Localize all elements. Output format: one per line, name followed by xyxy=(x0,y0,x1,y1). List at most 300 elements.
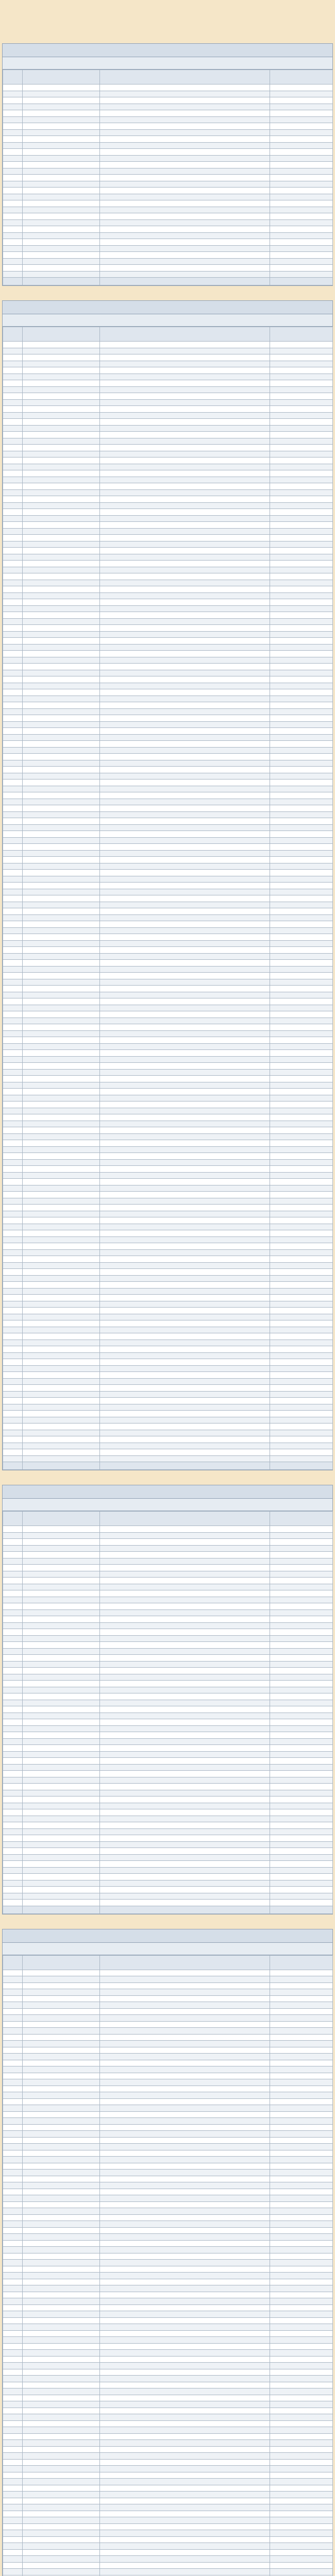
cell-name xyxy=(23,1861,100,1868)
cell-name xyxy=(23,1133,100,1140)
table-row xyxy=(3,1295,333,1301)
cell-no xyxy=(3,1745,23,1752)
cell-ring xyxy=(100,361,270,367)
cell-name xyxy=(23,1797,100,1803)
cell-ring xyxy=(100,1539,270,1546)
cell-ring xyxy=(100,908,270,915)
cell-no xyxy=(3,207,23,213)
table-row xyxy=(3,1301,333,1308)
cell-ring xyxy=(100,586,270,593)
table-row xyxy=(3,1874,333,1880)
table-row xyxy=(3,561,333,567)
cell-count xyxy=(270,2111,333,2118)
cell-no xyxy=(3,1095,23,1101)
table-row xyxy=(3,496,333,503)
cell-no xyxy=(3,2015,23,2022)
cell-count xyxy=(270,1874,333,1880)
cell-name xyxy=(23,1989,100,1996)
header-count xyxy=(270,1512,333,1526)
cell-name xyxy=(23,168,100,175)
cell-count xyxy=(270,2453,333,2460)
cell-count xyxy=(270,1822,333,1829)
cell-name xyxy=(23,1230,100,1237)
cell-no xyxy=(3,1880,23,1887)
cell-count xyxy=(270,2414,333,2421)
cell-count xyxy=(270,1404,333,1411)
cell-name xyxy=(23,1790,100,1797)
cell-name xyxy=(23,1140,100,1147)
table-row xyxy=(3,567,333,573)
table-row xyxy=(3,1565,333,1571)
cell-no xyxy=(3,561,23,567)
cell-no xyxy=(3,245,23,252)
cell-name xyxy=(23,1340,100,1346)
cell-no xyxy=(3,1295,23,1301)
cell-no xyxy=(3,914,23,921)
table-row xyxy=(3,2408,333,2414)
cell-no xyxy=(3,870,23,876)
cell-name xyxy=(23,1398,100,1404)
cell-count xyxy=(270,1308,333,1314)
table-row xyxy=(3,2124,333,2131)
cell-name xyxy=(23,2388,100,2395)
table-row xyxy=(3,445,333,451)
cell-ring xyxy=(100,1880,270,1887)
cell-ring xyxy=(100,1095,270,1101)
table-row xyxy=(3,2536,333,2543)
cell-no xyxy=(3,367,23,374)
cell-count xyxy=(270,342,333,348)
table-row xyxy=(3,265,333,272)
table-row xyxy=(3,592,333,599)
cell-count xyxy=(270,1539,333,1546)
cell-count xyxy=(270,2208,333,2215)
cell-ring xyxy=(100,342,270,348)
table-row xyxy=(3,876,333,883)
cell-no xyxy=(3,927,23,934)
cell-name xyxy=(23,1893,100,1900)
table-row xyxy=(3,168,333,175)
cell-count xyxy=(270,1455,333,1462)
cell-no xyxy=(3,252,23,259)
cell-no xyxy=(3,1693,23,1700)
cell-count xyxy=(270,2098,333,2105)
cell-ring xyxy=(100,1236,270,1243)
cell-name xyxy=(23,1301,100,1308)
cell-count xyxy=(270,2530,333,2537)
cell-name xyxy=(23,1887,100,1893)
table-row xyxy=(3,1674,333,1681)
cell-ring xyxy=(100,1365,270,1372)
cell-name xyxy=(23,432,100,438)
cell-ring xyxy=(100,515,270,522)
cell-name xyxy=(23,213,100,220)
cell-ring xyxy=(100,2343,270,2350)
cell-name xyxy=(23,599,100,606)
cell-no xyxy=(3,2176,23,2182)
table-row xyxy=(3,2330,333,2337)
cell-count xyxy=(270,760,333,767)
cell-name xyxy=(23,399,100,406)
table-row xyxy=(3,2028,333,2035)
table-row xyxy=(3,1828,333,1835)
cell-name xyxy=(23,2092,100,2099)
table-row xyxy=(3,2234,333,2241)
cell-count xyxy=(270,1411,333,1417)
cell-ring xyxy=(100,921,270,928)
cell-count xyxy=(270,805,333,812)
cell-ring xyxy=(100,1140,270,1147)
cell-ring xyxy=(100,412,270,419)
cell-no xyxy=(3,522,23,529)
cell-name xyxy=(23,239,100,246)
cell-no xyxy=(3,1455,23,1462)
table-row xyxy=(3,1809,333,1816)
cell-no xyxy=(3,2369,23,2376)
cell-no xyxy=(3,1874,23,1880)
table-row xyxy=(3,1069,333,1076)
cell-no xyxy=(3,2498,23,2504)
cell-name xyxy=(23,1558,100,1565)
cell-ring xyxy=(100,2440,270,2447)
cell-ring xyxy=(100,857,270,863)
cell-no xyxy=(3,618,23,625)
cell-count xyxy=(270,2356,333,2363)
cell-ring xyxy=(100,992,270,998)
table-row xyxy=(3,1352,333,1359)
cell-count xyxy=(270,1172,333,1179)
cell-ring xyxy=(100,252,270,259)
cell-count xyxy=(270,2427,333,2434)
cell-name xyxy=(23,1005,100,1011)
cell-name xyxy=(23,1603,100,1610)
cell-ring xyxy=(100,2047,270,2054)
cell-name xyxy=(23,393,100,400)
table-row xyxy=(3,1706,333,1713)
cell-name xyxy=(23,2485,100,2492)
cell-ring xyxy=(100,966,270,973)
table-row xyxy=(3,213,333,220)
table-row xyxy=(3,2015,333,2022)
cell-name xyxy=(23,181,100,188)
cell-name xyxy=(23,1185,100,1192)
cell-name xyxy=(23,200,100,207)
cell-ring xyxy=(100,2195,270,2202)
cell-ring xyxy=(100,535,270,541)
cell-count xyxy=(270,97,333,104)
table-row xyxy=(3,412,333,419)
cell-ring xyxy=(100,844,270,851)
cell-no xyxy=(3,1333,23,1340)
cell-ring xyxy=(100,1867,270,1874)
table-row xyxy=(3,2498,333,2504)
cell-no xyxy=(3,831,23,838)
cell-name xyxy=(23,2034,100,2041)
table-row xyxy=(3,914,333,921)
cell-count xyxy=(270,773,333,779)
table-row xyxy=(3,573,333,580)
table-row xyxy=(3,1571,333,1578)
table-row xyxy=(3,760,333,767)
ring-table xyxy=(3,70,333,285)
cell-ring xyxy=(100,805,270,812)
cell-count xyxy=(270,696,333,702)
cell-count xyxy=(270,1803,333,1809)
cell-no xyxy=(3,380,23,387)
table-row xyxy=(3,226,333,233)
cell-name xyxy=(23,367,100,374)
table-row xyxy=(3,2131,333,2138)
table-row xyxy=(3,2144,333,2150)
cell-name xyxy=(23,573,100,580)
cell-count xyxy=(270,2285,333,2292)
cell-name xyxy=(23,857,100,863)
cell-name xyxy=(23,2170,100,2176)
cell-name xyxy=(23,155,100,162)
cell-no xyxy=(3,625,23,632)
cell-name xyxy=(23,870,100,876)
table-row xyxy=(3,2189,333,2195)
cell-name xyxy=(23,1565,100,1571)
cell-count xyxy=(270,721,333,728)
cell-ring xyxy=(100,200,270,207)
table-row xyxy=(3,2247,333,2253)
table-row xyxy=(3,1622,333,1629)
cell-no xyxy=(3,940,23,947)
table-row xyxy=(3,541,333,548)
cell-no xyxy=(3,142,23,149)
table-row xyxy=(3,1642,333,1649)
cell-ring xyxy=(100,2350,270,2357)
cell-count xyxy=(270,2324,333,2331)
cell-ring xyxy=(100,702,270,709)
cell-ring xyxy=(100,168,270,175)
cell-name xyxy=(23,1430,100,1436)
cell-no xyxy=(3,438,23,445)
cell-ring xyxy=(100,1648,270,1655)
cell-ring xyxy=(100,1835,270,1842)
cell-ring xyxy=(100,792,270,799)
cell-no xyxy=(3,799,23,805)
cell-ring xyxy=(100,914,270,921)
table-row xyxy=(3,1082,333,1089)
cell-count xyxy=(270,1764,333,1771)
cell-name xyxy=(23,374,100,380)
cell-no xyxy=(3,760,23,767)
section-title xyxy=(3,301,332,314)
cell-count xyxy=(270,2298,333,2305)
table-row xyxy=(3,1976,333,1983)
table-row xyxy=(3,992,333,998)
table-row xyxy=(3,1816,333,1822)
cell-name xyxy=(23,207,100,213)
header-no xyxy=(3,1955,23,1970)
cell-ring xyxy=(100,2376,270,2382)
cell-ring xyxy=(100,2304,270,2311)
cell-count xyxy=(270,265,333,272)
cell-count xyxy=(270,664,333,670)
cell-count xyxy=(270,2485,333,2492)
cell-no xyxy=(3,1005,23,1011)
cell-count xyxy=(270,799,333,805)
cell-no xyxy=(3,863,23,870)
cell-ring xyxy=(100,786,270,792)
cell-name xyxy=(23,1578,100,1584)
cell-name xyxy=(23,2420,100,2427)
table-row xyxy=(3,2511,333,2517)
cell-ring xyxy=(100,116,270,123)
cell-count xyxy=(270,2273,333,2279)
cell-no xyxy=(3,1018,23,1024)
cell-no xyxy=(3,1539,23,1546)
cell-no xyxy=(3,1822,23,1829)
cell-no xyxy=(3,638,23,645)
table-row xyxy=(3,207,333,213)
cell-count xyxy=(270,811,333,818)
cell-ring xyxy=(100,91,270,97)
table-row xyxy=(3,979,333,986)
cell-no xyxy=(3,1153,23,1160)
cell-ring xyxy=(100,1578,270,1584)
cell-no xyxy=(3,2492,23,2498)
cell-name xyxy=(23,1346,100,1353)
cell-no xyxy=(3,2118,23,2125)
cell-name xyxy=(23,2427,100,2434)
cell-name xyxy=(23,2292,100,2298)
cell-no xyxy=(3,1159,23,1166)
cell-ring xyxy=(100,432,270,438)
cell-count xyxy=(270,953,333,960)
cell-name xyxy=(23,1455,100,1462)
cell-name xyxy=(23,104,100,110)
cell-no xyxy=(3,2028,23,2035)
table-header-row xyxy=(3,1512,333,1526)
cell-ring xyxy=(100,1333,270,1340)
table-row xyxy=(3,1217,333,1224)
cell-name xyxy=(23,1629,100,1636)
table-row xyxy=(3,895,333,902)
table-row xyxy=(3,1751,333,1758)
cell-name xyxy=(23,921,100,928)
cell-count xyxy=(270,1771,333,1777)
cell-count xyxy=(270,2086,333,2092)
cell-ring xyxy=(100,528,270,535)
cell-no xyxy=(3,921,23,928)
cell-ring xyxy=(100,927,270,934)
cell-ring xyxy=(100,883,270,889)
table-row xyxy=(3,2047,333,2054)
cell-count xyxy=(270,348,333,354)
cell-no xyxy=(3,1314,23,1320)
cell-ring xyxy=(100,1192,270,1198)
cell-name xyxy=(23,1719,100,1726)
cell-ring xyxy=(100,1745,270,1752)
table-row xyxy=(3,1558,333,1565)
table-row xyxy=(3,1732,333,1739)
cell-no xyxy=(3,509,23,516)
cell-count xyxy=(270,1192,333,1198)
table-row xyxy=(3,1030,333,1037)
cell-ring xyxy=(100,1700,270,1706)
table-row xyxy=(3,2414,333,2421)
cell-ring xyxy=(100,457,270,464)
cell-ring xyxy=(100,162,270,168)
cell-no xyxy=(3,573,23,580)
cell-name xyxy=(23,1372,100,1379)
cell-ring xyxy=(100,2433,270,2440)
cell-no xyxy=(3,953,23,960)
table-row xyxy=(3,1205,333,1211)
cell-name xyxy=(23,1822,100,1829)
cell-no xyxy=(3,162,23,168)
ring-table xyxy=(3,1955,333,2576)
cell-ring xyxy=(100,1398,270,1404)
cell-count xyxy=(270,1777,333,1784)
cell-name xyxy=(23,2047,100,2054)
cell-no xyxy=(3,219,23,226)
cell-no xyxy=(3,1738,23,1745)
table-row xyxy=(3,902,333,908)
cell-ring xyxy=(100,213,270,220)
cell-name xyxy=(23,2337,100,2344)
cell-name xyxy=(23,136,100,143)
table-row xyxy=(3,638,333,645)
cell-name xyxy=(23,767,100,773)
cell-name xyxy=(23,638,100,645)
table-row xyxy=(3,2337,333,2344)
cell-name xyxy=(23,708,100,715)
cell-count xyxy=(270,1816,333,1822)
cell-ring xyxy=(100,986,270,992)
cell-ring xyxy=(100,2015,270,2022)
table-row xyxy=(3,123,333,130)
cell-name xyxy=(23,1584,100,1590)
cell-no xyxy=(3,1797,23,1803)
cell-count xyxy=(270,2511,333,2517)
cell-name xyxy=(23,947,100,954)
cell-count xyxy=(270,2472,333,2479)
cell-count xyxy=(270,1224,333,1230)
cell-ring xyxy=(100,1224,270,1230)
cell-no xyxy=(3,2485,23,2492)
cell-name xyxy=(23,2273,100,2279)
table-row xyxy=(3,728,333,735)
cell-name xyxy=(23,1713,100,1719)
cell-count xyxy=(270,1417,333,1423)
cell-count xyxy=(270,1127,333,1134)
table-row xyxy=(3,1661,333,1668)
cell-name xyxy=(23,760,100,767)
cell-ring xyxy=(100,2247,270,2253)
cell-ring xyxy=(100,1861,270,1868)
cell-no xyxy=(3,1603,23,1610)
cell-count xyxy=(270,1995,333,2002)
cell-name xyxy=(23,412,100,419)
cell-ring xyxy=(100,265,270,272)
cell-name xyxy=(23,470,100,477)
table-row xyxy=(3,232,333,239)
cell-count xyxy=(270,386,333,393)
cell-name xyxy=(23,2234,100,2241)
cell-count xyxy=(270,1301,333,1308)
cell-no xyxy=(3,2279,23,2285)
table-row xyxy=(3,2479,333,2485)
cell-no xyxy=(3,1552,23,1558)
cell-no xyxy=(3,779,23,786)
cell-ring xyxy=(100,2073,270,2079)
cell-no xyxy=(3,1436,23,1443)
cell-no xyxy=(3,1230,23,1237)
